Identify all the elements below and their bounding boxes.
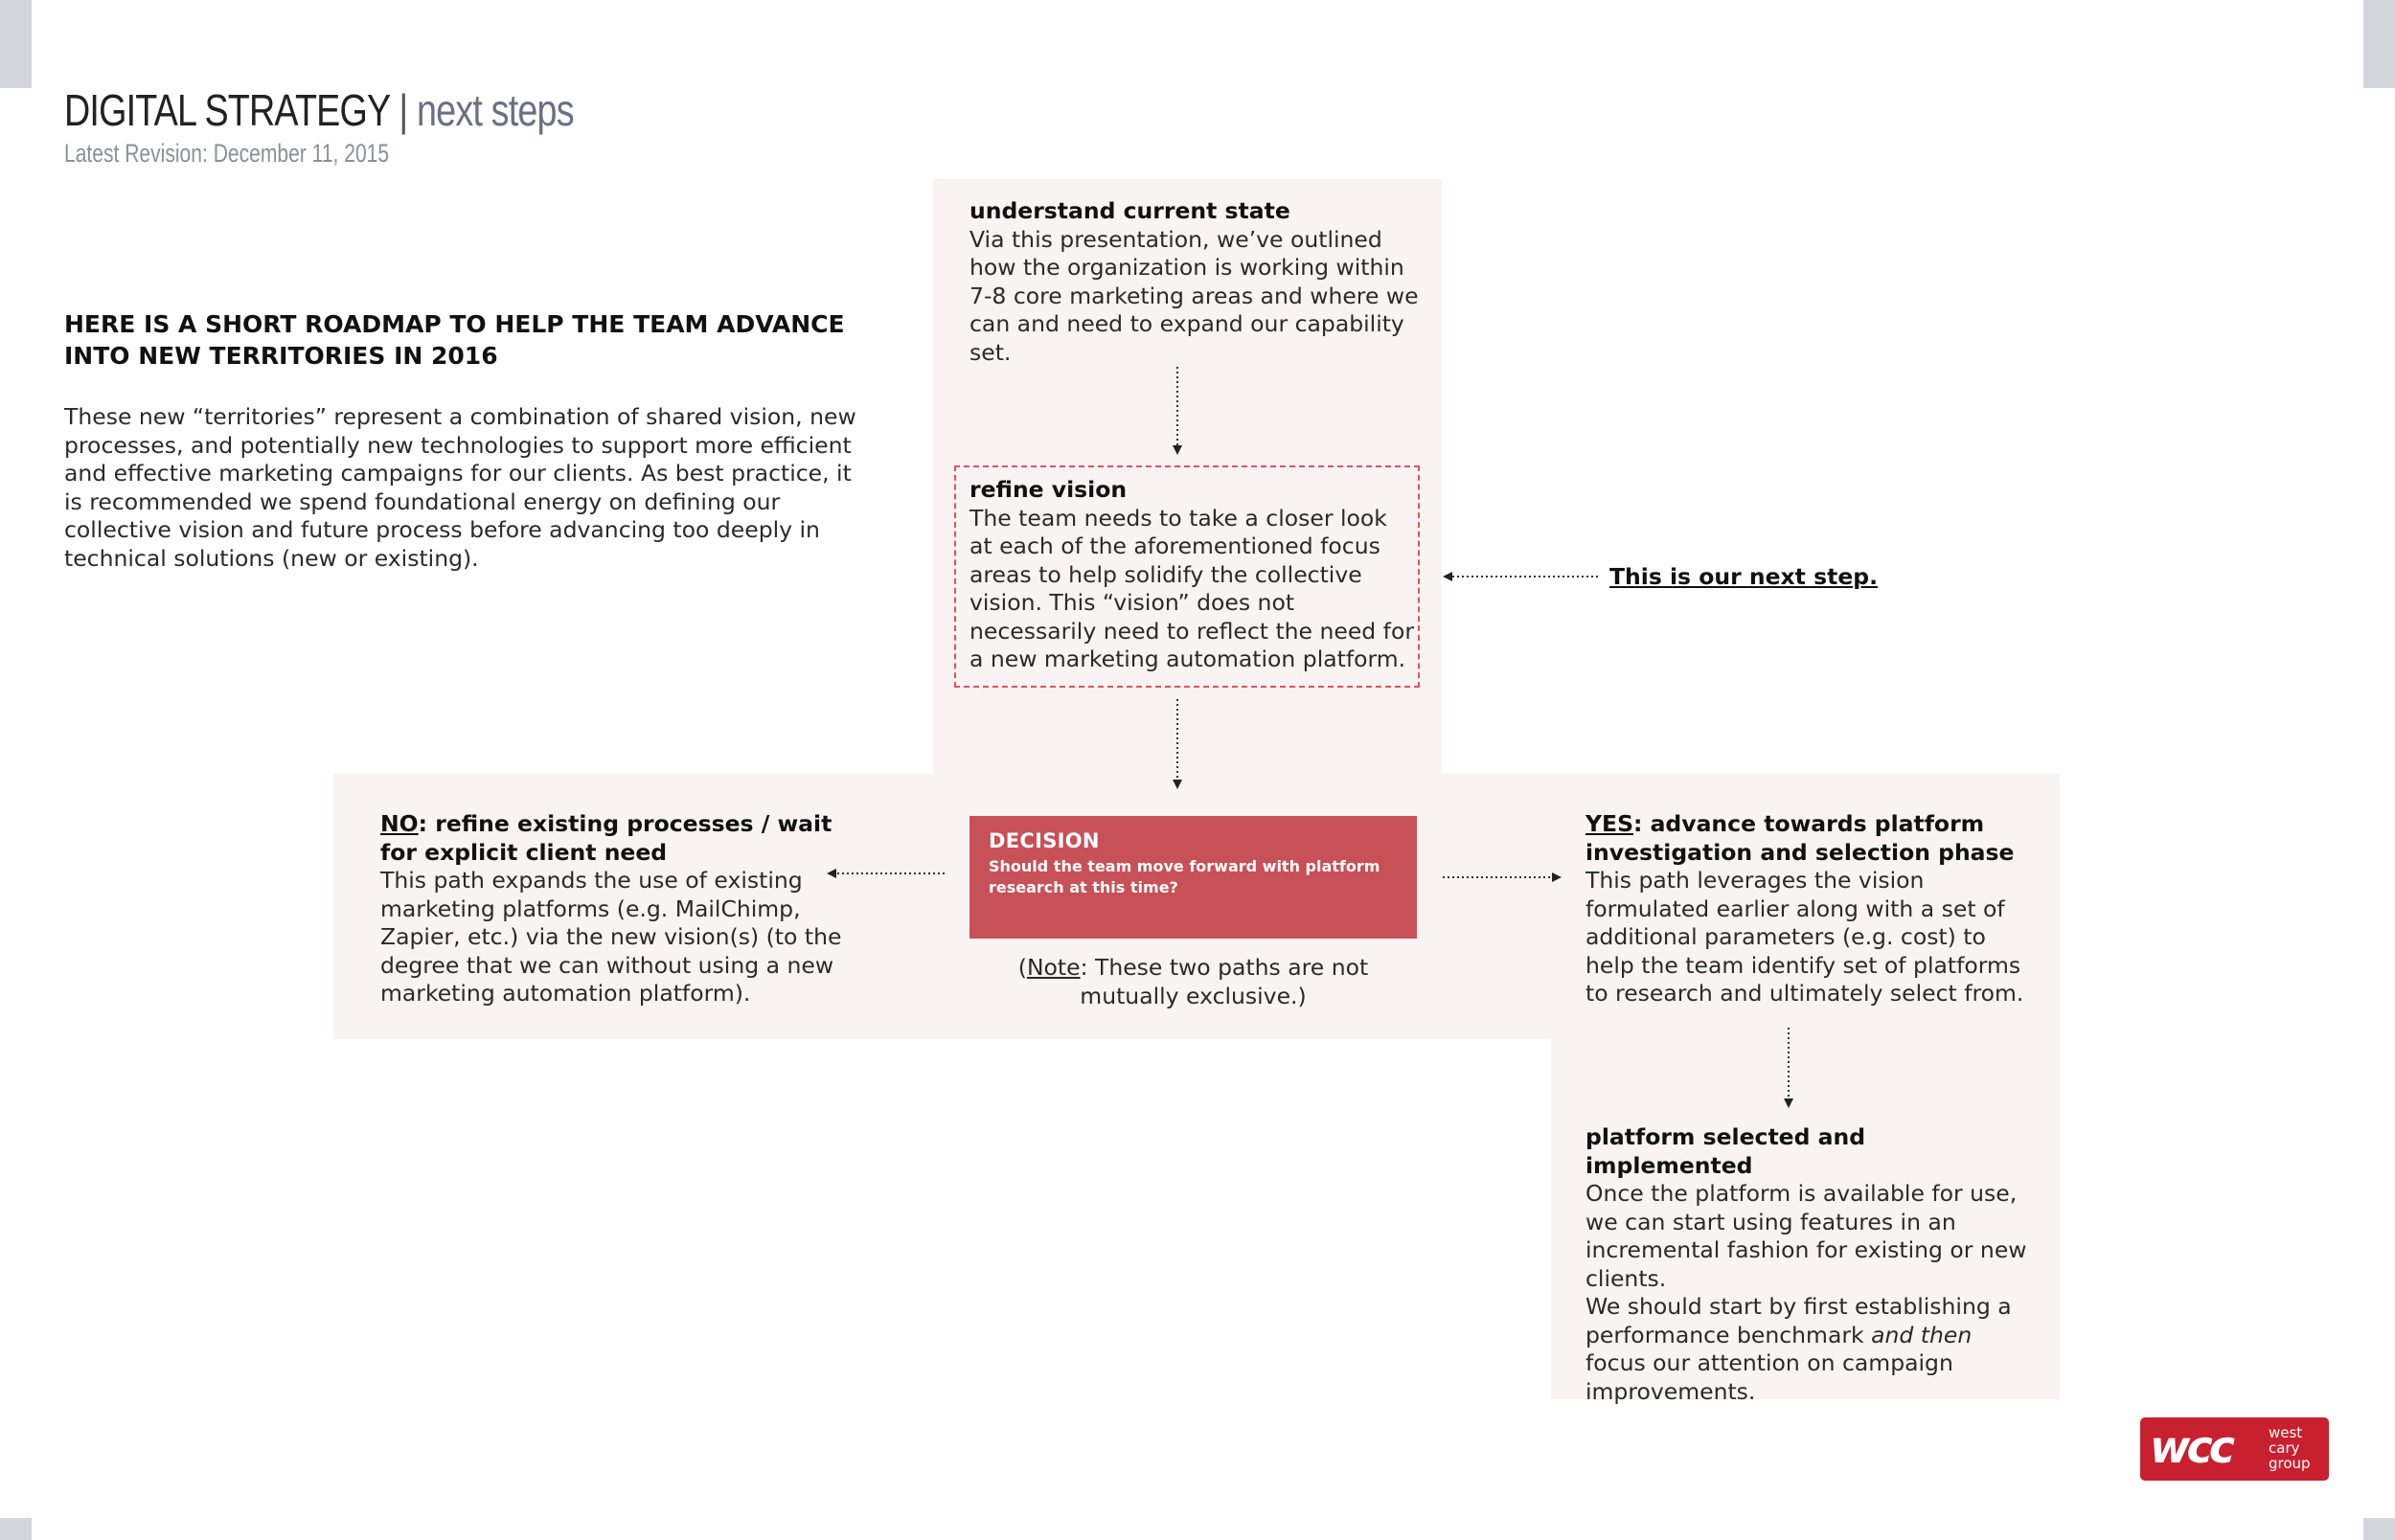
note-open: (: [1017, 954, 1027, 981]
company-logo: [2140, 1417, 2329, 1481]
logo-word-1: west: [2269, 1424, 2303, 1441]
note-label: Note: [1026, 954, 1081, 981]
refine-vision-body: The team needs to take a closer look at each of the aforementioned focus areas to help solidify the collective vision. This “vision” does not necessarily need to reflect the need for a new marketing automation platform.: [969, 504, 1414, 672]
next-step-label: This is our next step.: [1609, 563, 1879, 590]
implemented-body-1: Once the platform is available for use, we can start using features in an incremental fashion for existing or new clients.: [1585, 1180, 2027, 1292]
yes-label: YES: [1585, 810, 1633, 837]
note-text: : These two paths are not mutually exclusive.): [1080, 954, 1369, 1009]
title-main: DIGITAL STRATEGY: [64, 85, 390, 135]
implemented-body-2a: We should start by first establishing a performance benchmark: [1585, 1293, 2012, 1348]
logo-word-3: group: [2269, 1455, 2311, 1472]
yes-path-body: This path leverages the vision formulated earlier along with a set of additional parameters (e.g. cost) to help the team identify set of platforms to research and ultimately select from.: [1585, 867, 2024, 1007]
implemented-body-2b: and then: [1871, 1321, 1973, 1348]
title-separator: |: [399, 85, 408, 135]
logo-word-2: cary: [2269, 1439, 2300, 1457]
no-path-body: This path expands the use of existing marketing platforms (e.g. MailChimp, Zapier, etc.) via the new vision(s) (to the degree that we can without using a new marketing automation platform).: [380, 867, 842, 1007]
refine-vision-heading: refine vision: [969, 476, 1128, 503]
title-subtitle: next steps: [417, 85, 574, 135]
implemented-body-2c: focus our attention on campaign improvements.: [1585, 1349, 1953, 1405]
yes-path-title: : advance towards platform investigation and selection phase: [1585, 810, 2015, 866]
decision-question: Should the team move forward with platform research at this time?: [989, 857, 1380, 896]
logo-mark: wcc: [2150, 1421, 2232, 1473]
intro-body: These new “territories” represent a combination of shared vision, new processes, and potentially new technologies to support more efficient and effective marketing campaigns for our clients. As best practice, it is recommended we spend foundational energy on defining our collective vision and future process before advancing too deeply in technical solutions (new or existing).: [64, 403, 856, 572]
revision-date: Latest Revision: December 11, 2015: [64, 139, 390, 168]
intro-heading: HERE IS A SHORT ROADMAP TO HELP THE TEAM ADVANCE INTO NEW TERRITORIES IN 2016: [64, 310, 845, 370]
decision-title: DECISION: [989, 829, 1100, 852]
no-label: NO: [380, 810, 419, 837]
current-state-body: Via this presentation, we’ve outlined how the organization is working within 7-8 core marketing areas and where we can and need to expand our capability set.: [969, 225, 1419, 366]
logo-words: [2269, 1425, 2311, 1471]
no-path-title: : refine existing processes / wait for explicit client need: [380, 810, 833, 866]
current-state-heading: understand current state: [969, 197, 1290, 224]
implemented-heading: platform selected and implemented: [1585, 1123, 1866, 1179]
